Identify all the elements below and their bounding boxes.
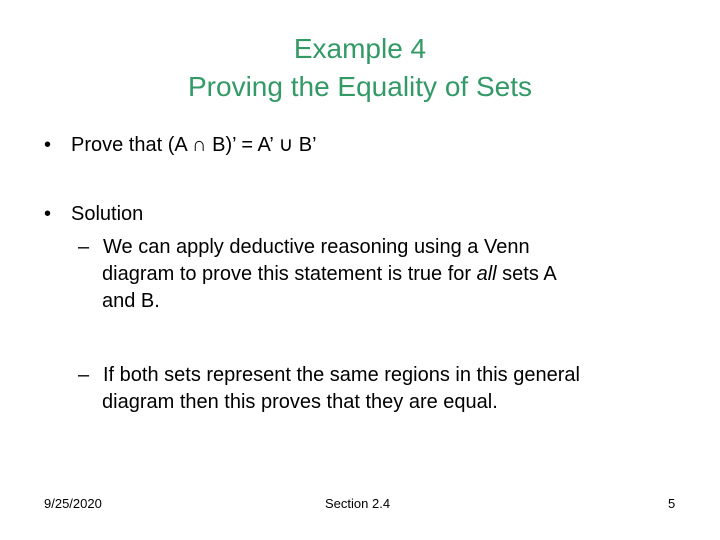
- sub1-line2-pre: diagram to prove this statement is true for: [102, 263, 477, 285]
- title-line-2: Proving the Equality of Sets: [188, 71, 532, 102]
- sub2-line1: If both sets represent the same regions in this general: [103, 364, 580, 386]
- bullet-solution-text: Solution: [71, 203, 144, 225]
- sub2-line2: diagram then this proves that they are equal.: [102, 391, 498, 413]
- sub1-line1: We can apply deductive reasoning using a Venn: [103, 236, 530, 258]
- sub-bullet-deductive: [78, 234, 688, 315]
- footer-page-number: 5: [668, 496, 676, 511]
- bullet-icon: •: [44, 134, 52, 156]
- title-line-1: Example 4: [293, 33, 427, 64]
- bullet-prove: [44, 132, 317, 158]
- slide-title: [0, 30, 720, 106]
- bullet-prove-text: Prove that (A ∩ B)’ = A’ ∪ B’: [71, 134, 317, 156]
- dash-icon: –: [78, 364, 90, 386]
- sub-bullet-regions: [78, 362, 688, 416]
- sub1-line2-emphasis: all: [476, 263, 497, 285]
- bullet-icon: •: [44, 203, 52, 225]
- footer-section: Section 2.4: [325, 496, 391, 511]
- dash-icon: –: [78, 236, 90, 258]
- sub1-line3: and B.: [102, 290, 160, 312]
- sub1-line2-post: sets A: [496, 263, 557, 285]
- bullet-solution: [44, 201, 143, 227]
- footer-date: 9/25/2020: [44, 496, 102, 511]
